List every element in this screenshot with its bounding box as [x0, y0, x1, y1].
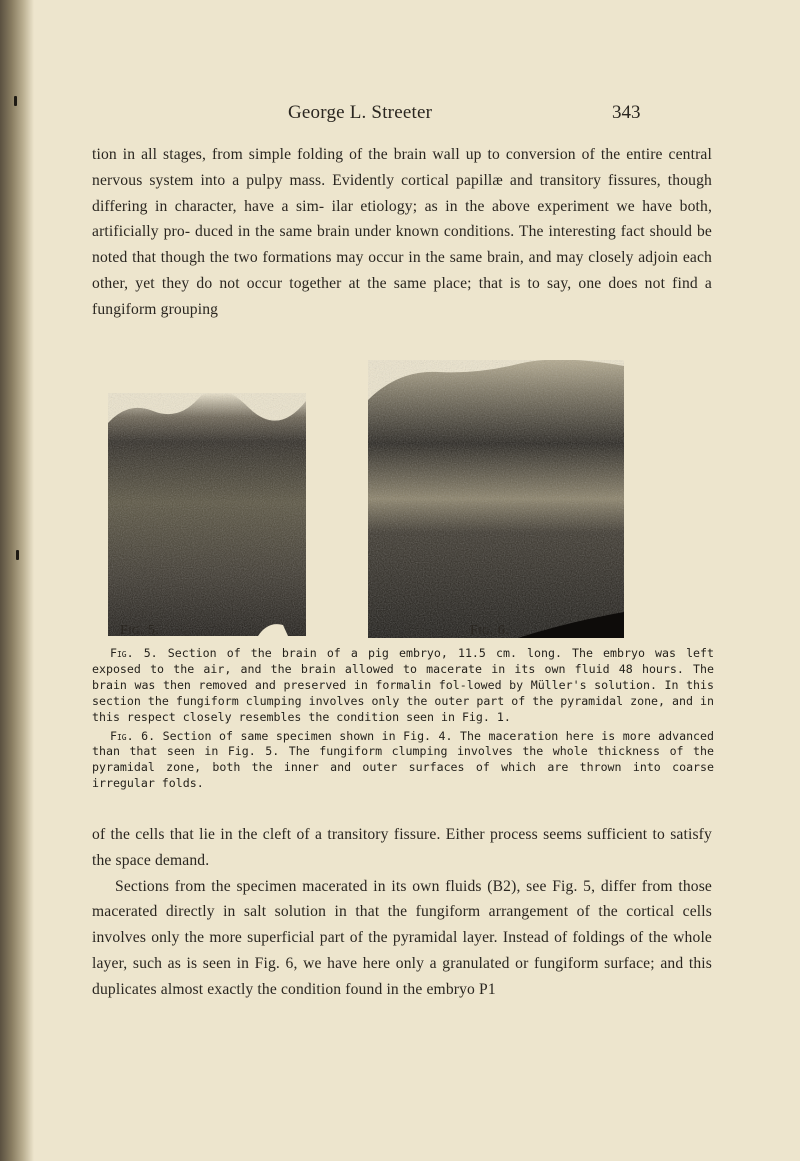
caption-text: Section of the brain of a pig embryo, 11.5 cm. long. The embryo was left exposed to the air, and the brain allowed to macerate in its own fluid 48 hours. The brain was then removed and preserved in formalin fol-lowed by Müller's solution. In this section the fungiform clumping involves only the outer part of the pyramidal zone, and in this respect closely resembles the condition seen in Fig. 1.	[92, 646, 714, 724]
text-line: of the pyramidal layer. Instead of foldings of the whole layer, such as	[92, 929, 712, 972]
text-line: tion in all stages, from simple folding of the brain wall up to conversion	[92, 146, 576, 163]
caption-fig-5	[92, 646, 714, 726]
text-line: ilar etiology; as in the above experiment we have both, artificially pro-	[92, 197, 712, 241]
text-line: arrangement of the cortical cells involves only the more superficial part	[92, 903, 712, 947]
text-line: is seen in Fig. 6, we have here only a granulated or fungiform surface;	[186, 954, 655, 972]
book-spine-shadow	[0, 0, 34, 1161]
figure-5-label: Fig. 5.	[120, 623, 160, 638]
bottom-text	[92, 822, 712, 1003]
page-header	[0, 102, 800, 132]
text-line: of the cells that lie in the cleft of a transitory fissure. Either process	[92, 826, 538, 843]
figure-5-micrograph	[108, 393, 306, 636]
text-line: at the same place; that is to say, one does not find a fungiform grouping	[92, 274, 712, 318]
caption-title: Fig. 5.	[110, 646, 158, 660]
text-line: seems sufficient to satisfy the space demand.	[92, 826, 712, 869]
text-line: duced in the same brain under known conditions. The interesting fact	[195, 223, 645, 241]
figure-6-label: Fig. 6.	[470, 623, 510, 638]
text-line: differ from those macerated directly in salt solution in that the fungiform	[92, 877, 712, 921]
top-paragraph	[92, 142, 712, 323]
text-line: of the entire central nervous system into a pulpy mass. Evidently cortical	[92, 146, 712, 189]
text-line: papillæ and transitory fissures, though differing in character, have a sim-	[92, 171, 712, 215]
page-number: 343	[612, 102, 641, 123]
text-line: and this duplicates almost exactly the condition found in the embryo P1	[92, 954, 712, 998]
spine-mark	[16, 550, 19, 560]
text-line: Sections from the specimen macerated in its own fluids (B2), see Fig. 5,	[115, 877, 596, 895]
caption-fig-6	[92, 729, 714, 793]
running-head: George L. Streeter	[288, 102, 433, 123]
figure-6-micrograph	[368, 360, 624, 638]
caption-text: Section of same specimen shown in Fig. 4. The maceration here is more advanced than that seen in Fig. 5. The fungiform clumping involves the whole thickness of the pyramidal zone, both the inner and outer surfaces of which are thrown into coarse irregular folds.	[92, 728, 714, 791]
figure-captions	[92, 646, 714, 795]
caption-title: Fig. 6.	[110, 728, 156, 743]
text-line: brain, and may closely adjoin each other, yet they do not occur together	[92, 249, 712, 292]
text-line: should be noted that though the two formations may occur in the same	[92, 223, 712, 267]
